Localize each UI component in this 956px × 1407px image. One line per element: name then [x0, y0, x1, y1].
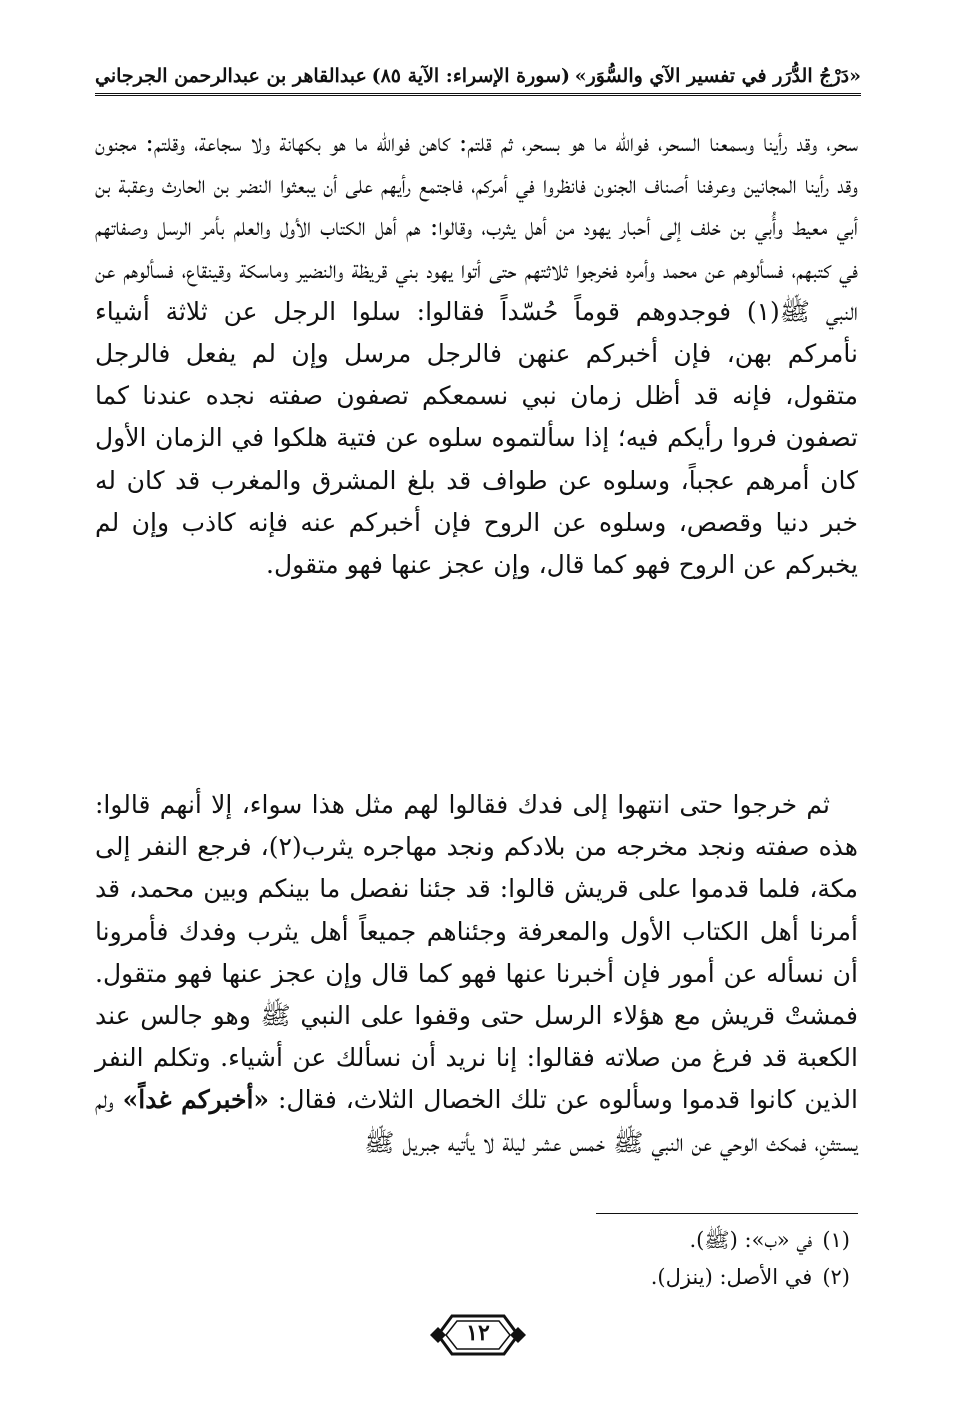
footnote-text: في «ب»: (ﷺ).: [689, 1228, 813, 1252]
footnote-item: [400, 1259, 850, 1296]
page-number: ١٢: [466, 1320, 490, 1346]
footnote-marker: (٢): [822, 1265, 850, 1289]
header-author: عبدالقاهر بن عبدالرحمن الجرجاني: [95, 65, 367, 87]
footnote-text: في الأصل: (ينزل).: [650, 1265, 813, 1289]
footnote-marker: (١): [822, 1228, 850, 1252]
footnote-item: [400, 1222, 850, 1259]
running-header: [95, 58, 861, 94]
header-divider: [95, 93, 861, 100]
footnotes: [400, 1222, 850, 1296]
paragraph-2: [95, 784, 858, 1164]
page-number-ornament: [428, 1312, 528, 1358]
header-book-title: «دَرْجُ الدُّرَر في تفسير الآي والسُّوَر»: [574, 65, 861, 87]
paragraph-1: سحر، وقد رأينا وسمعنا السحر، فوالله ما هو بسحر، ثم قلتم: كاهن فوالله ما هو بكهانة ولا سجاعة، وقلتم: مجنون وقد رأينا المجانين وعرفنا أصناف الجنون فانظروا في أمركم، فاجتمع رأيهم على أن يبعثوا النضر بن الحارث وعقبة بن أبي معيط وأُبي بن خلف إلى أحبار يهود من أهل يثرب، وقالوا: هم أهل الكتاب الأول والعلم بأمر الرسل وصفاتهم في كتبهم، فسألوهم عن محمد وأمره فخرجوا ثلاثتهم حتى أتوا يهود بني قريظة والنضير وماسكة وقينقاع، فسألوهم عن النبي ﷺ(١) فوجدوهم قوماً حُسّداً فقالوا: سلوا الرجل عن ثلاثة أشياء نأمركم بهن، فإن أخبركم عنهن فالرجل مرسل وإن لم يفعل فالرجل متقول، فإنه قد أظل زمان نبي نسمعكم تصفون صفته نجده عندنا كما تصفون فروا رأيكم فيه؛ إذا سألتموه سلوه عن فتية هلكوا في الزمان الأول كان أمرهم عجباً، وسلوه عن طواف قد بلغ المشرق والمغرب قد كان له خبر دنيا وقصص، وسلوه عن الروح فإن أخبركم عنه فإنه كاذب وإن لم يخبركم عن الروح فهو كما قال، وإن عجز عنها فهو متقول.: [95, 128, 858, 580]
paragraph-2-text-a: ثم خرجوا حتى انتهوا إلى فدك فقالوا لهم مثل هذا سواء، إلا أنهم قالوا: هذه صفته ونجد مخرجه من بلادكم ونجد مهاجره يثرب(٢)، فرجع النفر إلى مكة، فلما قدموا على قريش قالوا: قد جئنا نفصل ما بينكم وبين محمد، قد أمرنا أهل الكتاب الأول والمعرفة وجئناهم جميعاً أهل يثرب وفدك فأمرونا أن نسأله عن أمور فإن أخبرنا عنها فهو كما قال وإن عجز عنها فهو متقول. فمشتْ قريش مع هؤلاء الرسل حتى وقفوا على النبي ﷺ وهو جالس عند الكعبة قد فرغ من صلاته فقالوا: إنا نريد أن نسألك عن أشياء. وتكلم النفر الذين كانوا قدموا وسألوه عن تلك الخصال الثلاث، فقال:: [95, 790, 858, 1115]
quoted-saying: «أخبركم غداً»: [122, 1085, 270, 1115]
footnote-divider: [596, 1213, 858, 1214]
header-chapter: (سورة الإسراء: الآية ٨٥): [371, 65, 571, 87]
main-text: [95, 122, 858, 1164]
paragraph-2-text-b: ولم يستثنِ، فمكث الوحي عن النبي ﷺ خمس عشر ليلة لا يأتيه جبريل ﷺ: [95, 1085, 858, 1157]
